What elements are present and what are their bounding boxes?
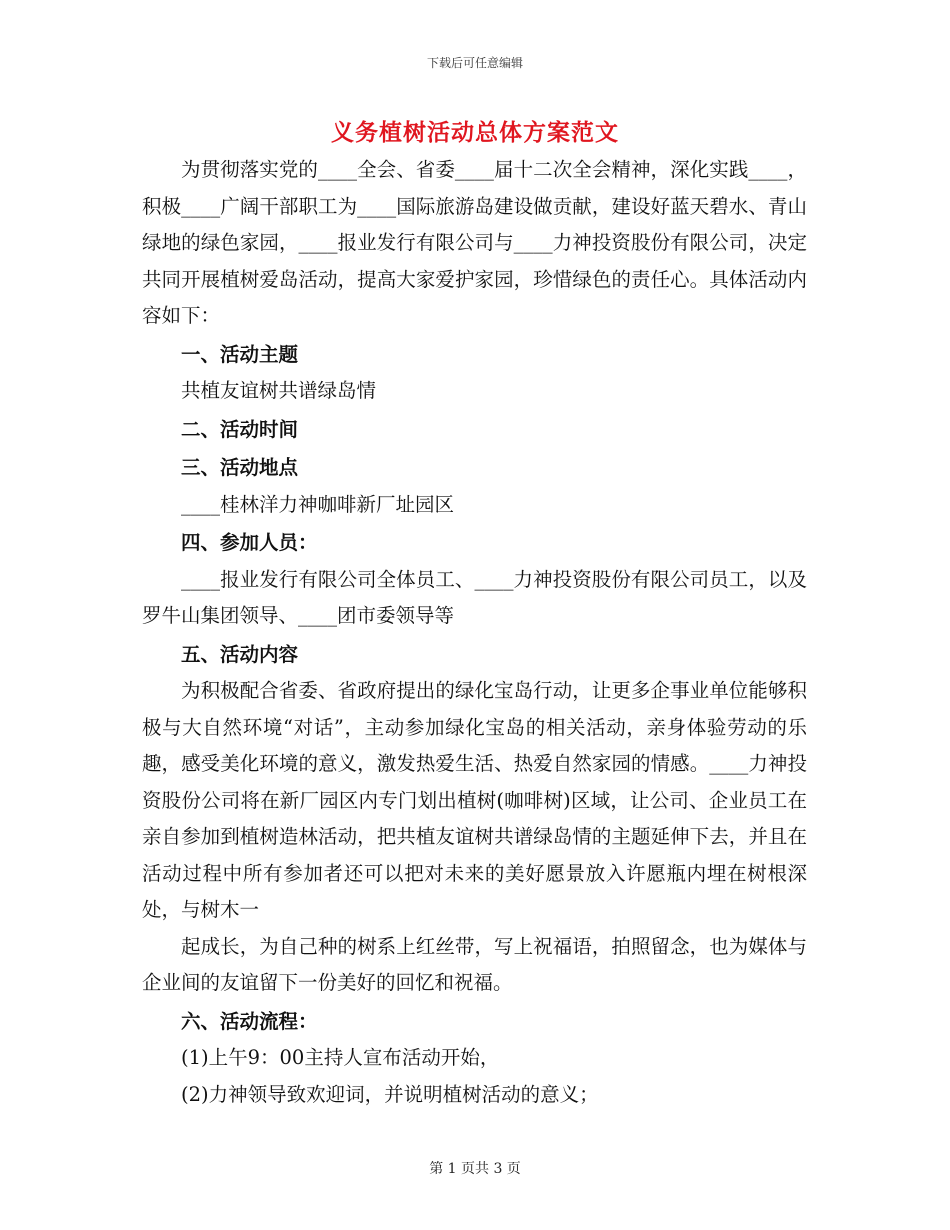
section-heading-location: 三、活动地点 — [181, 456, 299, 479]
document-title: 义务植树活动总体方案范文 — [331, 119, 619, 146]
process-step-2: (2)力神领导致欢迎词，并说明植树活动的意义； — [181, 1082, 599, 1106]
page-number: 第 1 页共 3 页 — [429, 1161, 521, 1177]
content-paragraph-1: 为积极配合省委、省政府提出的绿化宝岛行动，让更多企事业单位能够积极与大自然环境“对话”，主动参加绿化宝岛的相关活动，亲身体验劳动的乐趣，感受美化环境的意义，激发热爱生活、热爱自然家园的情感。____力神投资股份公司将在新厂园区内专门划出植树(咖啡树)区域，让公司、企业员工在亲自参加到植树造林活动，把共植友谊树共谱绿岛情的主题延伸下去，并且在活动过程中所有参加者还可以把对未来的美好愿景放入许愿瓶内埋在树根深处，与树木一 — [142, 679, 807, 921]
content-paragraph-2: 起成长，为自己种的树系上红丝带，写上祝福语，拍照留念，也为媒体与企业间的友谊留下一份美好的回忆和祝福。 — [142, 934, 807, 994]
participants-text: ____报业发行有限公司全体员工、____力神投资股份有限公司员工，以及罗牛山集团领导、____团市委领导等 — [142, 567, 807, 627]
section-heading-content: 五、活动内容 — [181, 642, 299, 666]
theme-text: 共植友谊树共谱绿岛情 — [181, 379, 377, 402]
section-heading-time: 二、活动时间 — [181, 417, 299, 441]
intro-paragraph: 为贯彻落实党的____全会、省委____届十二次全会精神，深化实践____，积极____广阔干部职工为____国际旅游岛建设做贡献，建设好蓝天碧水、青山绿地的绿色家园，____报业发行有限公司与____力神投资股份有限公司，决定共同开展植树爱岛活动，提高大家爱护家园，珍惜绿色的责任心。具体活动内容如下： — [142, 158, 807, 327]
location-text: ____桂林洋力神咖啡新厂址园区 — [181, 492, 455, 516]
header-note: 下载后可任意编辑 — [426, 56, 523, 70]
section-heading-participants: 四、参加人员： — [181, 531, 318, 554]
section-heading-theme: 一、活动主题 — [181, 342, 299, 366]
document-body — [142, 152, 807, 1113]
section-heading-process: 六、活动流程： — [181, 1009, 318, 1033]
process-step-1: (1)上午9：00主持人宣布活动开始， — [181, 1046, 500, 1069]
